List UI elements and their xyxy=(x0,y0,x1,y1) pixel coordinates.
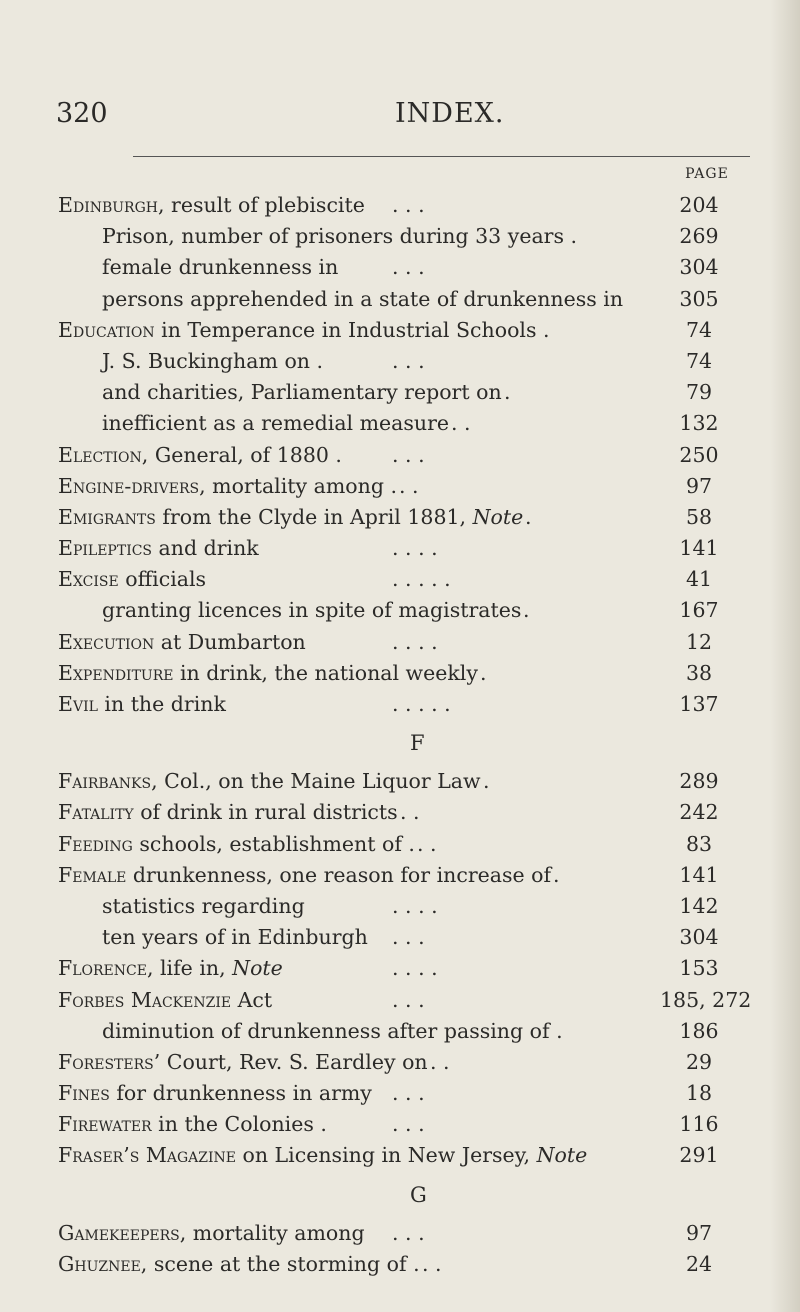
entry-text xyxy=(102,595,521,626)
index-entry xyxy=(0,1078,800,1109)
leader-dots: . . . xyxy=(392,193,425,217)
entry-page-number: 79 xyxy=(685,380,713,405)
entry-description: scene at the storming of . xyxy=(147,1251,420,1276)
index-entry xyxy=(0,797,800,828)
entry-description: J. S. Buckingham on . xyxy=(102,348,324,373)
entry-page-number: 18 xyxy=(685,1081,713,1106)
section-letter xyxy=(0,1172,800,1218)
entry-page-number: 305 xyxy=(679,286,719,311)
entry-page-number: 185, 272 xyxy=(660,987,752,1012)
index-entry xyxy=(0,1016,800,1047)
entry-page-number: 116 xyxy=(679,1112,719,1137)
entry-heading: Engine-drivers, xyxy=(58,473,206,498)
entry-description: statistics regarding xyxy=(102,893,305,918)
entry-text xyxy=(58,627,306,658)
entry-text xyxy=(58,440,342,471)
index-entry xyxy=(0,1249,800,1280)
index-entry xyxy=(0,190,800,221)
entry-description: in Temperance in Industrial Schools . xyxy=(154,317,550,342)
entry-text xyxy=(58,1140,587,1171)
entry-heading: Female xyxy=(58,862,127,887)
leader-dots: . xyxy=(504,380,511,405)
section-letter-text: G xyxy=(410,1182,427,1207)
leader-dots: . . . xyxy=(392,442,425,467)
entry-page-number: 74 xyxy=(685,348,713,373)
index-entry xyxy=(0,284,800,315)
entry-note: Note xyxy=(232,956,283,981)
entry-text xyxy=(102,284,623,315)
entry-heading: Gamekeepers, xyxy=(58,1220,187,1245)
leader-dots: . . . xyxy=(392,1220,425,1245)
entry-description: and drink xyxy=(152,536,259,561)
entry-description: in the Colonies . xyxy=(151,1112,327,1137)
entry-description: in the drink xyxy=(97,692,226,716)
entry-text xyxy=(102,346,323,377)
leader-dots: . . . xyxy=(392,925,425,950)
entry-text xyxy=(58,564,206,595)
entry-page-number: 97 xyxy=(685,473,713,498)
index-entry xyxy=(0,1140,800,1171)
leader-dots: . xyxy=(553,862,560,887)
entry-text xyxy=(58,766,481,797)
entry-description: diminution of drunkenness after passing of . xyxy=(102,1018,563,1043)
entry-page-number: 250 xyxy=(679,442,719,467)
entry-page-number: 291 xyxy=(679,1143,719,1168)
section-letter xyxy=(0,720,800,766)
index-entry xyxy=(0,1047,800,1078)
index-entry xyxy=(0,829,800,860)
entry-note: Note xyxy=(536,1143,588,1168)
entry-page-number: 304 xyxy=(679,925,719,950)
entry-description: of drink in rural districts xyxy=(133,800,398,825)
leader-dots: . . . . xyxy=(392,629,438,654)
entry-heading: Excise xyxy=(58,567,119,592)
entry-heading: Fines xyxy=(58,1081,110,1106)
entry-page-number: 97 xyxy=(685,1220,713,1245)
entry-description: in drink, the national weekly xyxy=(173,660,478,685)
index-entry xyxy=(0,953,800,984)
entry-text xyxy=(102,408,449,439)
leader-dots: . . xyxy=(430,1049,450,1074)
entry-description: officials xyxy=(118,567,207,592)
index-entry xyxy=(0,689,800,720)
leader-dots: . . . xyxy=(392,255,425,280)
entry-text xyxy=(102,221,577,252)
entry-page-number: 58 xyxy=(685,504,713,529)
entry-text xyxy=(58,985,272,1016)
header-rule xyxy=(133,156,750,157)
entry-page-number: 141 xyxy=(679,536,719,561)
index-entry xyxy=(0,595,800,626)
leader-dots: . . . xyxy=(392,348,425,373)
entry-page-number: 269 xyxy=(679,224,719,249)
entry-description: from the Clyde in April 1881, xyxy=(155,504,473,529)
entry-text xyxy=(58,829,415,860)
entry-description: General, of 1880 . xyxy=(148,442,342,467)
index-entry xyxy=(0,408,800,439)
index-entry xyxy=(0,252,800,283)
entry-text xyxy=(58,797,398,828)
entry-heading: Forbes Mackenzie xyxy=(58,987,232,1012)
entry-description: at Dumbarton xyxy=(154,629,306,654)
entry-text xyxy=(58,1218,365,1249)
entry-text xyxy=(102,891,305,922)
entry-page-number: 304 xyxy=(679,255,719,280)
entry-page-number: 167 xyxy=(679,598,719,623)
entry-heading: Evil xyxy=(58,692,98,716)
entry-text xyxy=(58,190,365,221)
entry-description: inefficient as a remedial measure xyxy=(102,411,450,436)
entry-heading: Fraser’s Magazine xyxy=(58,1143,236,1168)
entry-text xyxy=(58,1047,428,1078)
entry-description: mortality among . xyxy=(205,473,397,498)
leader-dots: . xyxy=(523,598,530,623)
leader-dots: . . . . . xyxy=(392,567,451,592)
page-number: 320 xyxy=(56,98,108,129)
entry-description: for drunkenness in army xyxy=(109,1081,372,1106)
entry-heading: Ghuznee, xyxy=(58,1251,148,1276)
entry-page-number: 38 xyxy=(685,660,713,685)
entry-heading: Fairbanks, xyxy=(58,769,158,794)
index-entry xyxy=(0,1109,800,1140)
entry-description: persons apprehended in a state of drunkenness in xyxy=(102,286,624,311)
leader-dots: . . . xyxy=(392,1081,425,1106)
entry-text xyxy=(58,533,259,564)
entry-description: and charities, Parliamentary report on xyxy=(102,380,502,405)
index-entry xyxy=(0,315,800,346)
index-entry xyxy=(0,346,800,377)
entry-heading: Fatality xyxy=(58,800,134,825)
index-entry xyxy=(0,922,800,953)
entry-text xyxy=(58,689,226,720)
leader-dots: . . . . xyxy=(392,536,438,561)
entry-text xyxy=(58,315,550,346)
leader-dots: . xyxy=(525,504,532,529)
leader-dots: . . . . xyxy=(392,956,438,981)
index-entry xyxy=(0,440,800,471)
index-entry xyxy=(0,860,800,891)
entry-heading: Florence, xyxy=(58,956,154,981)
entry-text xyxy=(58,1249,420,1280)
entry-page-number: 153 xyxy=(679,956,719,981)
entry-description: on Licensing in New Jersey, xyxy=(235,1143,537,1168)
entry-description: granting licences in spite of magistrates xyxy=(102,598,522,623)
entry-heading: Emigrants xyxy=(58,504,156,529)
leader-dots: . . . xyxy=(392,1112,425,1137)
section-letter-text: F xyxy=(410,731,425,756)
entry-heading: Education xyxy=(58,317,155,342)
entry-description: Court, Rev. S. Eardley on xyxy=(160,1049,428,1074)
entry-page-number: 204 xyxy=(679,193,719,217)
index-entry xyxy=(0,533,800,564)
leader-dots: . . xyxy=(400,800,420,825)
entry-page-number: 132 xyxy=(679,411,719,436)
entry-heading: Feeding xyxy=(58,831,133,856)
entry-description: ten years of in Edinburgh xyxy=(102,925,368,950)
entry-page-number: 41 xyxy=(685,567,713,592)
entry-page-number: 142 xyxy=(679,893,719,918)
leader-dots: . xyxy=(483,769,490,794)
index-entry xyxy=(0,891,800,922)
index-entry xyxy=(0,985,800,1016)
page-column-label: PAGE xyxy=(685,166,729,182)
entry-description: mortality among xyxy=(186,1220,365,1245)
entry-text xyxy=(102,377,502,408)
entry-page-number: 83 xyxy=(685,831,713,856)
leader-dots: . . xyxy=(422,1251,442,1276)
entry-text xyxy=(102,922,368,953)
entry-heading: Election, xyxy=(58,442,149,467)
entry-heading: Firewater xyxy=(58,1112,152,1137)
index-entries xyxy=(0,190,800,1280)
leader-dots: . . xyxy=(399,473,419,498)
entry-page-number: 74 xyxy=(685,317,713,342)
entry-heading: Epileptics xyxy=(58,536,153,561)
entry-heading: Expenditure xyxy=(58,660,174,685)
index-entry xyxy=(0,221,800,252)
entry-description: female drunkenness in xyxy=(102,255,339,280)
entry-page-number: 289 xyxy=(679,769,719,794)
leader-dots: . xyxy=(480,660,487,685)
entry-heading: Foresters’ xyxy=(58,1049,161,1074)
index-entry xyxy=(0,502,800,533)
index-entry xyxy=(0,766,800,797)
entry-description: result of plebiscite xyxy=(164,193,365,217)
index-entry xyxy=(0,377,800,408)
entry-text xyxy=(58,502,523,533)
entry-page-number: 29 xyxy=(685,1049,713,1074)
entry-description: Act xyxy=(231,987,273,1012)
entry-description: schools, establishment of . xyxy=(132,831,415,856)
entry-text xyxy=(58,471,397,502)
entry-description: drunkenness, one reason for increase of xyxy=(126,862,552,887)
index-entry xyxy=(0,1218,800,1249)
entry-description: life in, xyxy=(153,956,233,981)
entry-page-number: 137 xyxy=(679,692,719,716)
entry-heading: Execution xyxy=(58,629,155,654)
leader-dots: . . . xyxy=(392,987,425,1012)
entry-page-number: 12 xyxy=(685,629,713,654)
entry-text xyxy=(102,1016,563,1047)
entry-page-number: 141 xyxy=(679,862,719,887)
entry-text xyxy=(102,252,338,283)
index-entry xyxy=(0,564,800,595)
entry-text xyxy=(58,1109,327,1140)
entry-note: Note xyxy=(472,504,524,529)
leader-dots: . . . . . xyxy=(392,692,451,716)
index-entry xyxy=(0,658,800,689)
entry-description: Prison, number of prisoners during 33 years . xyxy=(102,224,578,249)
leader-dots: . . xyxy=(451,411,471,436)
leader-dots: . . xyxy=(417,831,437,856)
index-entry xyxy=(0,627,800,658)
entry-description: Col., on the Maine Liquor Law xyxy=(157,769,481,794)
page-title: INDEX. xyxy=(395,98,505,129)
entry-page-number: 24 xyxy=(685,1251,713,1276)
entry-text xyxy=(58,658,478,689)
entry-text xyxy=(58,860,551,891)
entry-text xyxy=(58,953,283,984)
index-entry xyxy=(0,471,800,502)
entry-heading: Edinburgh, xyxy=(58,193,165,217)
entry-text xyxy=(58,1078,372,1109)
leader-dots: . . . . xyxy=(392,893,438,918)
entry-page-number: 186 xyxy=(679,1018,719,1043)
entry-page-number: 242 xyxy=(679,800,719,825)
